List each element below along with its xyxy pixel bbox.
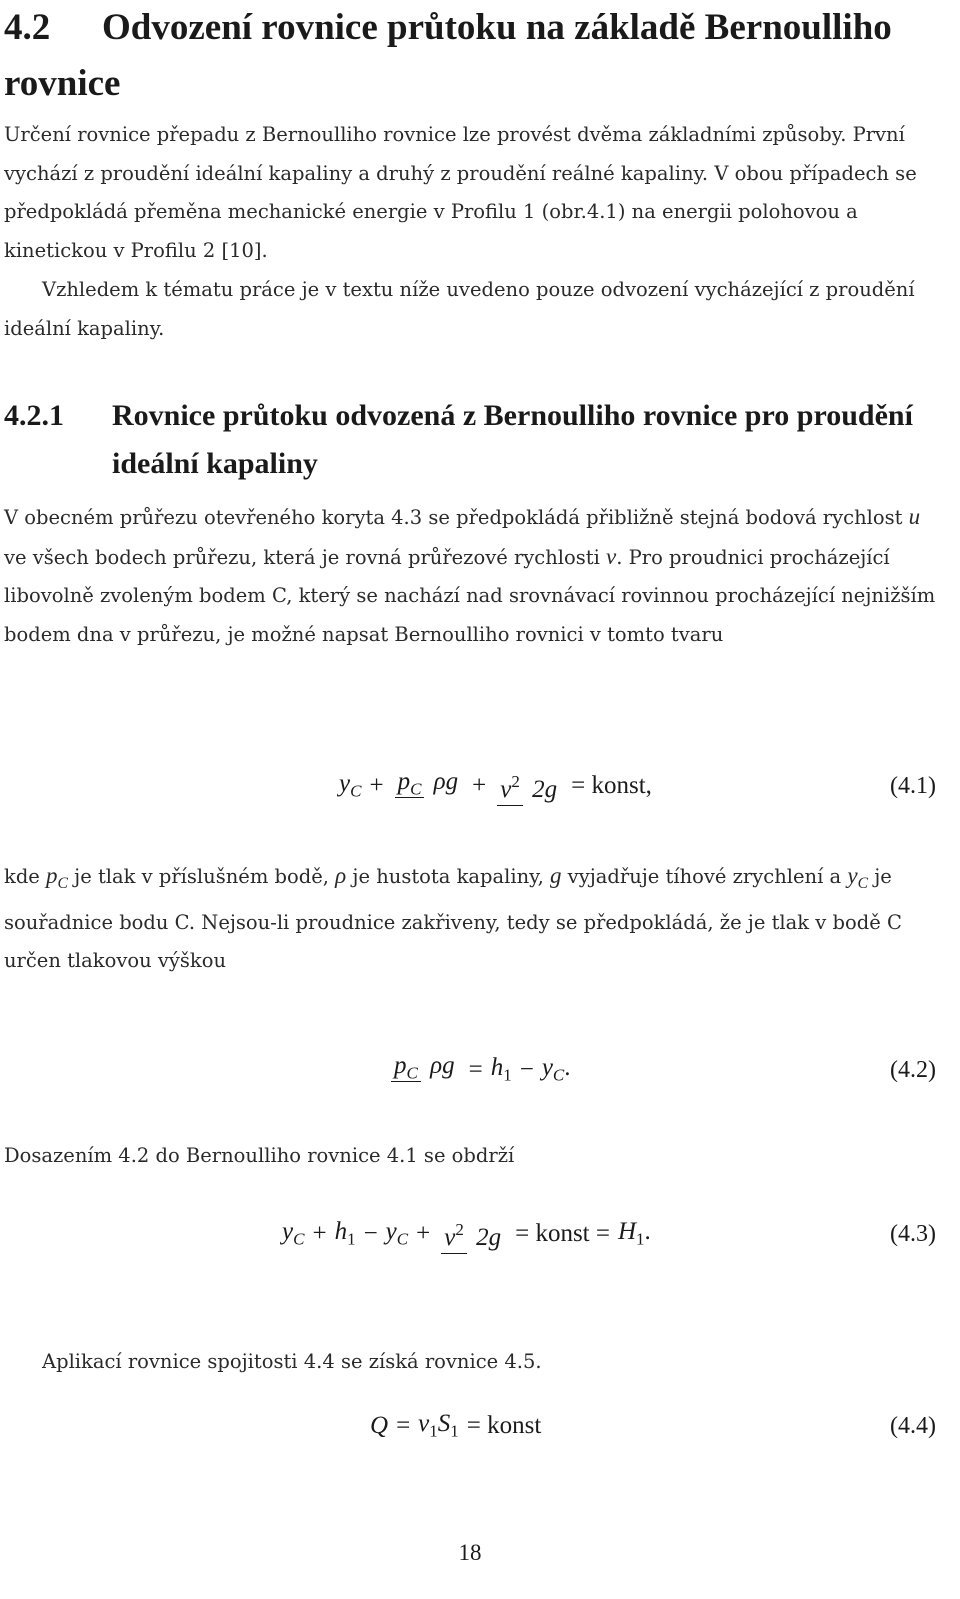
eq4-S1: $S_1$ — [437, 1410, 459, 1441]
body-text: . Pro proudnici procházející libovolně zvoleným bodem C, který se nachází nad srovnávací rovinnou procházející nejnižším bodem dna v průřezu, je možné napsat Bernoulliho rovnici v tomto tvaru — [4, 545, 936, 646]
math-v: v — [606, 543, 617, 569]
body-text: je hustota kapaliny, — [346, 865, 550, 888]
equation-4-1-body — [339, 746, 652, 826]
equation-4-1 — [4, 746, 936, 826]
equation-4-4 — [4, 1386, 936, 1466]
eq3-rhs: = konst = — [515, 1220, 610, 1247]
section-heading — [4, 0, 936, 112]
eq4-v1: $v_1$ — [418, 1410, 438, 1441]
body-paragraph-2 — [4, 857, 936, 981]
math-u: u — [908, 504, 921, 529]
eq3-numerator: $v^2$ — [441, 1224, 467, 1254]
section-title: Odvození rovnice průtoku na základě Bernoulliho rovnice — [4, 7, 892, 104]
body-text: je tlak v příslušném bodě, — [67, 865, 336, 888]
eq1-plus: + — [369, 772, 384, 799]
page-number: 18 — [458, 1540, 482, 1565]
equation-number-4-3: (4.3) — [890, 1221, 936, 1247]
eq1-rhs: = konst, — [571, 772, 652, 799]
eq3-plus-1: + — [312, 1220, 327, 1247]
equation-4-4-body — [370, 1386, 541, 1466]
body-paragraph-1 — [4, 498, 936, 654]
eq1-frac2-numerator: $v^2$ — [497, 776, 523, 806]
eq4-rhs: = konst — [466, 1412, 542, 1439]
eq4-equals: = — [396, 1412, 411, 1439]
subsection-title: Rovnice průtoku odvozená z Bernoulliho rovnice pro proudění ideální kapaliny — [112, 399, 913, 480]
equation-4-2 — [4, 1030, 936, 1110]
eq1-y: $y_C$ — [339, 770, 362, 801]
equation-4-3 — [4, 1194, 936, 1274]
section-number: 4.2 — [4, 7, 51, 48]
body-text: V obecném průřezu otevřeného koryta 4.3 se předpokládá přibližně stejná bodová rychlost — [4, 506, 909, 529]
eq2-minus: − — [519, 1056, 534, 1083]
eq3-H1: $H_1$. — [617, 1218, 651, 1249]
eq3-yc-2: $y_C$ — [385, 1218, 409, 1249]
eq1-plus-2: + — [472, 772, 487, 799]
eq2-equals: = — [468, 1056, 483, 1083]
body-paragraph-3: Dosazením 4.2 do Bernoulliho rovnice 4.1 se obdrží — [4, 1144, 515, 1167]
body-text: ve všech bodech průřezu, která je rovná průřezové rychlosti — [4, 545, 607, 569]
intro-paragraph-2: Vzhledem k tématu práce je v textu níže uvedeno pouze odvození vycházející z proudění ideální kapaliny. — [4, 278, 915, 340]
body-text: je souřadnice bodu C. Nejsou-li proudnice zakřiveny, tedy se předpokládá, že je tlak v bodě C určen tlakovou výškou — [4, 865, 902, 972]
eq3-yc-1: $y_C$ — [282, 1218, 305, 1249]
eq4-Q: Q — [370, 1412, 389, 1439]
math-y-c: $y_C$ — [847, 863, 868, 892]
eq3-plus-2: + — [416, 1220, 431, 1247]
equation-number-4-4: (4.4) — [890, 1413, 936, 1439]
eq2-fraction — [391, 1051, 458, 1088]
eq3-fraction — [441, 1215, 504, 1253]
body-text: vyjadřuje tíhové zrychlení a — [561, 865, 848, 888]
eq2-yc: $y_C$. — [541, 1054, 571, 1085]
math-g: g — [549, 863, 562, 888]
eq2-numerator: $p_C$ — [391, 1052, 421, 1082]
eq1-frac1-denominator: ρg — [433, 768, 459, 796]
body-paragraph-4: Aplikací rovnice spojitosti 4.4 se získá rovnice 4.5. — [42, 1350, 542, 1373]
math-p-c: $p_C$ — [46, 863, 68, 892]
equation-number-4-1: (4.1) — [890, 773, 936, 799]
equation-number-4-2: (4.2) — [890, 1057, 936, 1083]
eq1-fraction-pressure — [395, 767, 462, 804]
subsection-number: 4.2.1 — [4, 399, 64, 432]
eq2-denominator: ρg — [430, 1052, 455, 1080]
document-page — [4, 0, 936, 1599]
math-rho: ρ — [335, 863, 347, 888]
eq3-denominator: 2g — [476, 1224, 502, 1252]
body-text: kde — [4, 865, 47, 888]
eq1-frac1-numerator: $p_C$ — [395, 768, 425, 798]
eq3-minus: − — [363, 1220, 378, 1247]
eq2-h1: $h_1$ — [490, 1054, 512, 1085]
eq1-frac2-denominator: 2g — [532, 776, 558, 804]
eq1-fraction-velocity — [497, 767, 560, 805]
equation-4-3-body — [282, 1194, 651, 1274]
subsection-heading — [4, 392, 936, 488]
intro-paragraph-1: Určení rovnice přepadu z Bernoulliho rovnice lze provést dvěma základními způsoby. První vychází z proudění ideální kapaliny a druhý z proudění reálné kapaliny. V obou případech se předpokládá přeměna mechanické energie v Profilu 1 (obr.4.1) na energii polohovou a kinetickou v Profilu 2 [10]. — [4, 123, 917, 262]
equation-4-2-body — [388, 1030, 571, 1110]
eq3-h1: $h_1$ — [334, 1218, 356, 1249]
